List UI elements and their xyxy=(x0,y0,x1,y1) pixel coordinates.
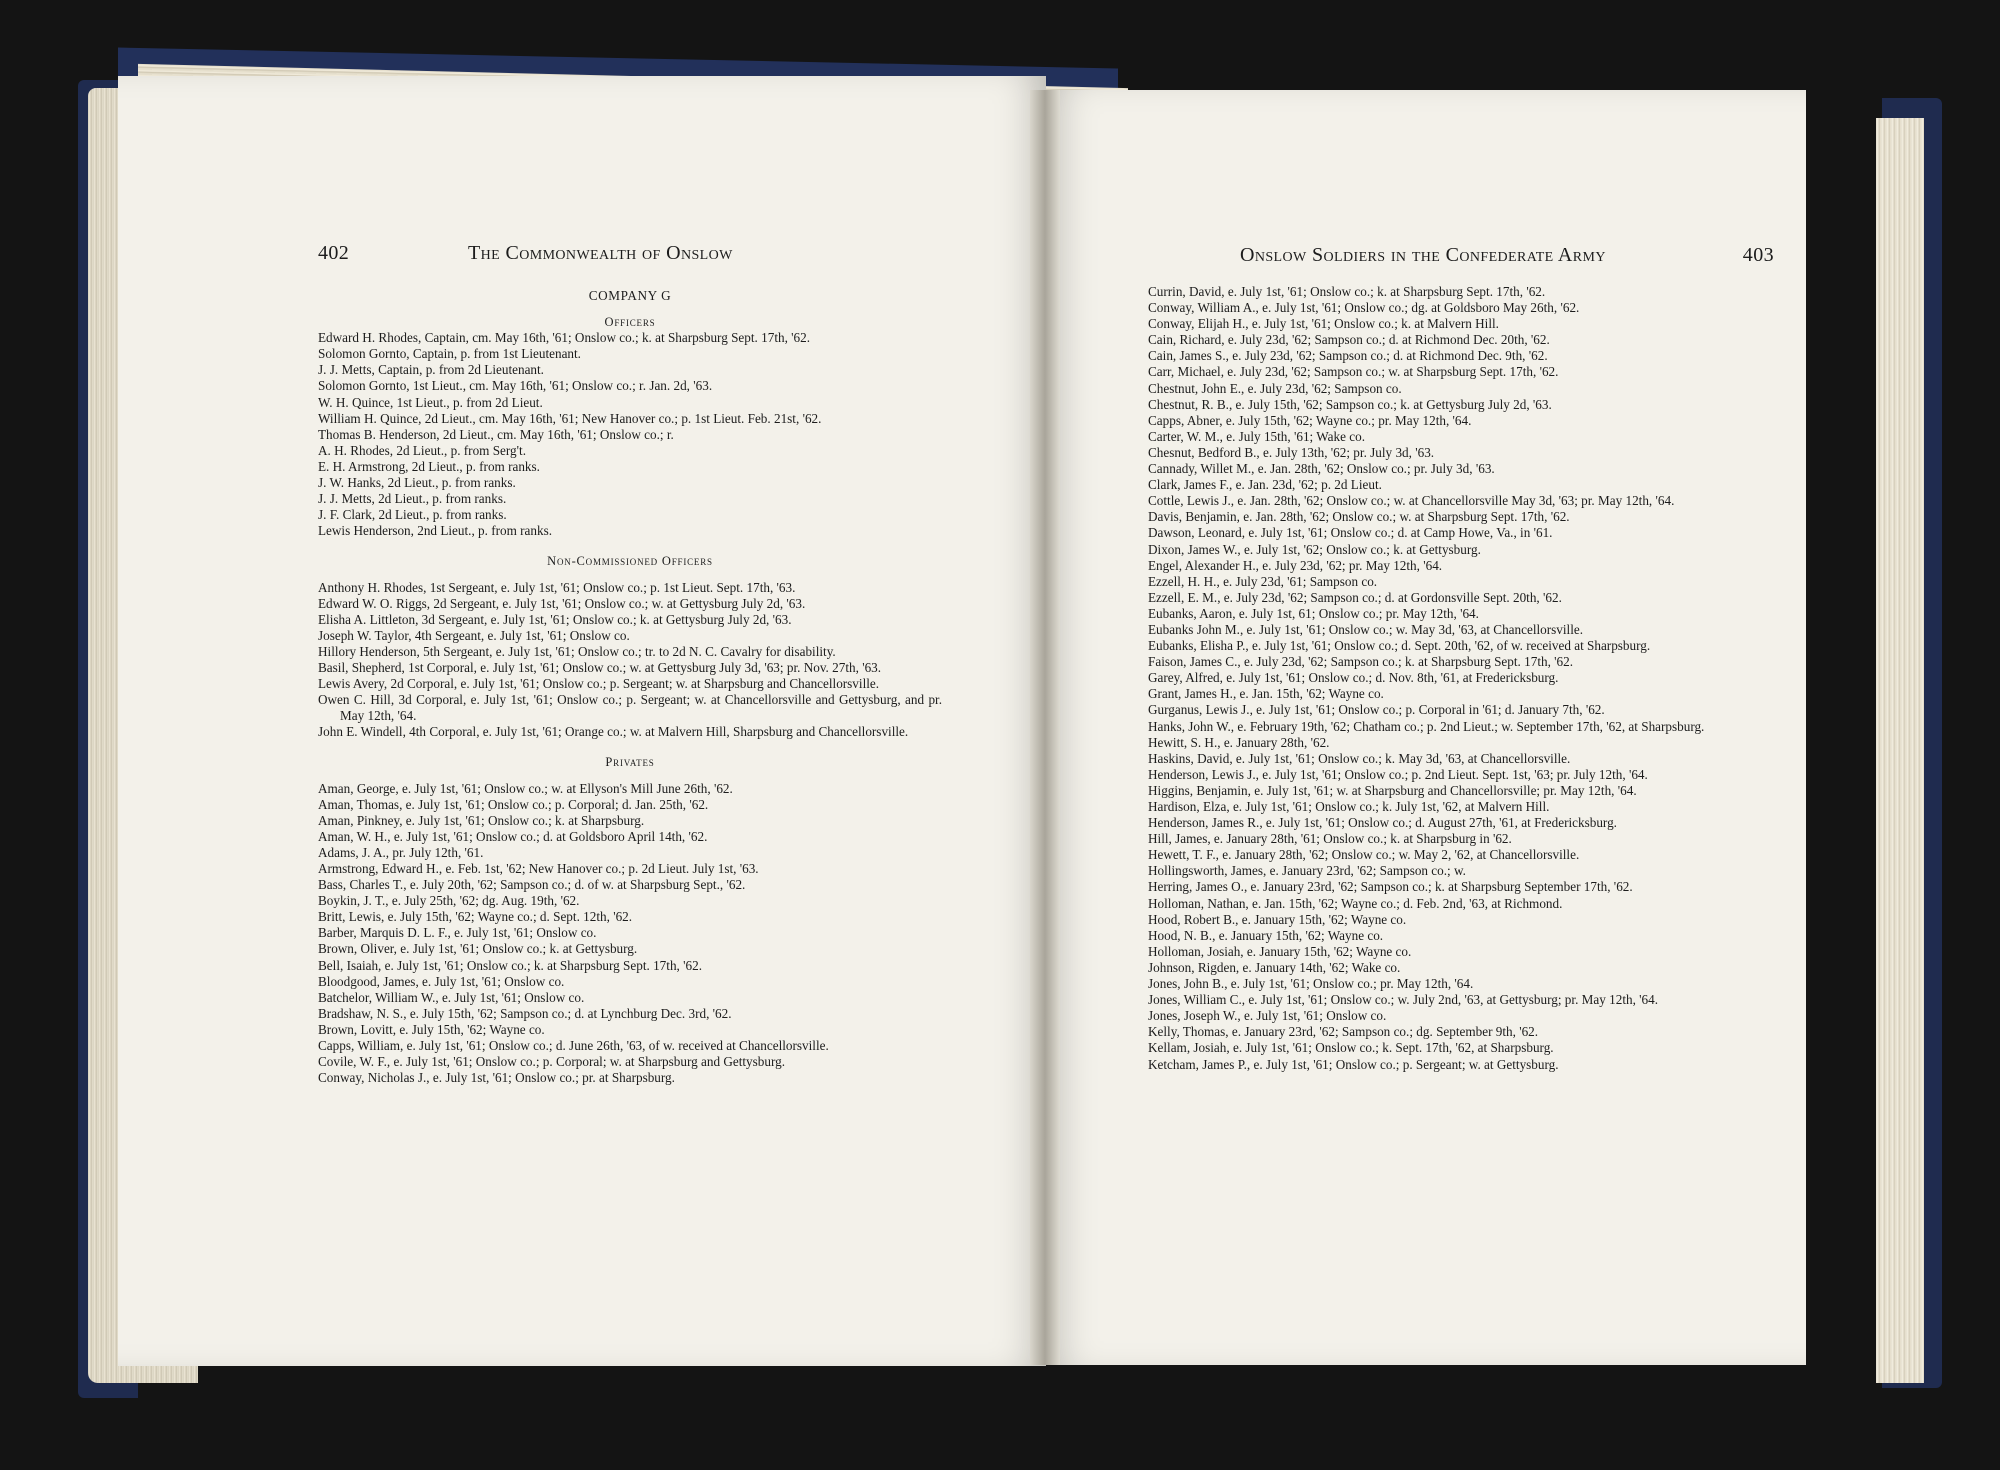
roster-entry: Bloodgood, James, e. July 1st, '61; Onslow co. xyxy=(318,973,565,989)
roster-entry: Jones, John B., e. July 1st, '61; Onslow co.; pr. May 12th, '64. xyxy=(1148,976,1474,992)
book-gutter xyxy=(1030,90,1060,1365)
roster-entry: Kelly, Thomas, e. January 23rd, '62; Sampson co.; dg. September 9th, '62. xyxy=(1148,1024,1539,1040)
roster-entry: Chestnut, John E., e. July 23d, '62; Sampson co. xyxy=(1148,380,1402,396)
roster-entry: Hood, N. B., e. January 15th, '62; Wayne co. xyxy=(1148,927,1384,943)
roster-entry: Eubanks, Elisha P., e. July 1st, '61; Onslow co.; d. Sept. 20th, '62, of w. received at Sharpsburg. xyxy=(1148,638,1651,654)
roster-entry: A. H. Rhodes, 2d Lieut., p. from Serg't. xyxy=(318,442,526,458)
nco-heading: Non-Commissioned Officers xyxy=(547,554,713,569)
roster-entry: Solomon Gornto, 1st Lieut., cm. May 16th, '61; Onslow co.; r. Jan. 2d, '63. xyxy=(318,378,713,394)
roster-entry: Batchelor, William W., e. July 1st, '61; Onslow co. xyxy=(318,989,585,1005)
roster-entry: J. W. Hanks, 2d Lieut., p. from ranks. xyxy=(318,475,516,491)
roster-entry: Ketcham, James P., e. July 1st, '61; Onslow co.; p. Sergeant; w. at Gettysburg. xyxy=(1148,1056,1559,1072)
left-page-number: 402 xyxy=(318,242,350,264)
roster-entry: Capps, William, e. July 1st, '61; Onslow co.; d. June 26th, '63, of w. received at Chancellorsville. xyxy=(318,1038,829,1054)
roster-entry: Hollingsworth, James, e. January 23rd, '62; Sampson co.; w. xyxy=(1148,863,1466,879)
roster-entry: Conway, Elijah H., e. July 1st, '61; Onslow co.; k. at Malvern Hill. xyxy=(1148,316,1499,332)
roster-entry: Anthony H. Rhodes, 1st Sergeant, e. July 1st, '61; Onslow co.; p. 1st Lieut. Sept. 17th, '63. xyxy=(318,579,796,595)
roster-entry: Basil, Shepherd, 1st Corporal, e. July 1st, '61; Onslow co.; w. at Gettysburg July 3d, '63; pr. Nov. 27th, '63. xyxy=(318,659,882,675)
roster-entry: Cottle, Lewis J., e. Jan. 28th, '62; Onslow co.; w. at Chancellorsville May 3d, '63; pr. May 12th, '64. xyxy=(1148,493,1675,509)
roster-entry: Garey, Alfred, e. July 1st, '61; Onslow co.; d. Nov. 8th, '61, at Fredericksburg. xyxy=(1148,670,1559,686)
roster-entry: Dawson, Leonard, e. July 1st, '61; Onslow co.; d. at Camp Howe, Va., in '61. xyxy=(1148,525,1553,541)
roster-entry: Eubanks John M., e. July 1st, '61; Onslow co.; w. May 3d, '63, at Chancellorsville. xyxy=(1148,621,1584,637)
roster-entry: Currin, David, e. July 1st, '61; Onslow co.; k. at Sharpsburg Sept. 17th, '62. xyxy=(1148,284,1546,299)
roster-entry: Dixon, James W., e. July 1st, '62; Onslow co.; k. at Gettysburg. xyxy=(1148,541,1481,557)
roster-entry: Johnson, Rigden, e. January 14th, '62; Wake co. xyxy=(1148,959,1401,975)
roster-entry: Carter, W. M., e. July 15th, '61; Wake co. xyxy=(1148,428,1366,444)
roster-entry: Jones, William C., e. July 1st, '61; Onslow co.; w. July 2nd, '63, at Gettysburg; pr. May 12th, '64. xyxy=(1148,992,1659,1008)
right-page-column xyxy=(1148,284,1772,1073)
roster-entry: J. J. Metts, Captain, p. from 2d Lieutenant. xyxy=(318,362,544,378)
roster-entry: Elisha A. Littleton, 3d Sergeant, e. July 1st, '61; Onslow co.; k. at Gettysburg July 2d, '63. xyxy=(318,611,792,627)
roster-entry: Clark, James F., e. Jan. 23d, '62; p. 2d Lieut. xyxy=(1148,477,1382,493)
roster-entry: Hewitt, S. H., e. January 28th, '62. xyxy=(1148,734,1330,750)
roster-entry: Cannady, Willet M., e. Jan. 28th, '62; Onslow co.; pr. July 3d, '63. xyxy=(1148,461,1495,477)
roster-entry: Bell, Isaiah, e. July 1st, '61; Onslow co.; k. at Sharpsburg Sept. 17th, '62. xyxy=(318,957,702,973)
roster-entry: Carr, Michael, e. July 23d, '62; Sampson co.; w. at Sharpsburg Sept. 17th, '62. xyxy=(1148,364,1559,380)
roster-entry: Aman, Thomas, e. July 1st, '61; Onslow co.; p. Corporal; d. Jan. 25th, '62. xyxy=(318,796,709,812)
roster-entry: Armstrong, Edward H., e. Feb. 1st, '62; New Hanover co.; p. 2d Lieut. July 1st, '63. xyxy=(318,861,759,876)
page-edges-right xyxy=(1876,118,1924,1383)
roster-entry: J. F. Clark, 2d Lieut., p. from ranks. xyxy=(318,507,507,523)
roster-entry: Solomon Gornto, Captain, p. from 1st Lieutenant. xyxy=(318,346,581,362)
privates-heading: Privates xyxy=(605,755,655,770)
roster-entry: Conway, Nicholas J., e. July 1st, '61; Onslow co.; pr. at Sharpsburg. xyxy=(318,1070,675,1086)
roster-entry: Herring, James O., e. January 23rd, '62; Sampson co.; k. at Sharpsburg September 17th, '62. xyxy=(1148,879,1633,895)
roster-entry: Boykin, J. T., e. July 25th, '62; dg. Aug. 19th, '62. xyxy=(318,893,580,909)
roster-entry: Owen C. Hill, 3d Corporal, e. July 1st, '61; Onslow co.; p. Sergeant; w. at Chancellorsville and Gettysburg, and pr. May 12th, '64. xyxy=(318,692,942,724)
roster-entry: Cain, Richard, e. July 23d, '62; Sampson co.; d. at Richmond Dec. 20th, '62. xyxy=(1148,332,1550,348)
roster-entry: Thomas B. Henderson, 2d Lieut., cm. May 16th, '61; Onslow co.; r. xyxy=(318,426,674,442)
nco-list xyxy=(318,580,942,741)
roster-entry: Aman, Pinkney, e. July 1st, '61; Onslow co.; k. at Sharpsburg. xyxy=(318,812,645,828)
roster-entry: Faison, James C., e. July 23d, '62; Sampson co.; k. at Sharpsburg Sept. 17th, '62. xyxy=(1148,654,1574,670)
roster-entry: Jones, Joseph W., e. July 1st, '61; Onslow co. xyxy=(1148,1008,1387,1024)
roster-entry: Hillory Henderson, 5th Sergeant, e. July 1st, '61; Onslow co.; tr. to 2d N. C. Cavalry for disability. xyxy=(318,643,836,659)
roster-entry: Lewis Avery, 2d Corporal, e. July 1st, '61; Onslow co.; p. Sergeant; w. at Sharpsburg and Chancellorsville. xyxy=(318,676,880,692)
roster-entry: Haskins, David, e. July 1st, '61; Onslow co.; k. May 3d, '63, at Chancellorsville. xyxy=(1148,750,1571,766)
roster-entry: W. H. Quince, 1st Lieut., p. from 2d Lieut. xyxy=(318,394,543,410)
roster-entry: Aman, George, e. July 1st, '61; Onslow co.; w. at Ellyson's Mill June 26th, '62. xyxy=(318,780,733,796)
right-page-title: Onslow Soldiers in the Confederate Army xyxy=(1240,244,1606,266)
roster-entry: Hewett, T. F., e. January 28th, '62; Onslow co.; w. May 2, '62, at Chancellorsville. xyxy=(1148,847,1580,863)
roster-entry: Hanks, John W., e. February 19th, '62; Chatham co.; p. 2nd Lieut.; w. September 17th, '62, at Sharpsburg. xyxy=(1148,718,1705,734)
roster-entry: Brown, Lovitt, e. July 15th, '62; Wayne co. xyxy=(318,1021,545,1037)
roster-entry: Bass, Charles T., e. July 20th, '62; Sampson co.; d. of w. at Sharpsburg Sept., '62. xyxy=(318,877,746,893)
roster-entry: Hill, James, e. January 28th, '61; Onslow co.; k. at Sharpsburg in '62. xyxy=(1148,831,1512,847)
roster-entry: E. H. Armstrong, 2d Lieut., p. from ranks. xyxy=(318,458,540,474)
roster-entry: Chesnut, Bedford B., e. July 13th, '62; pr. July 3d, '63. xyxy=(1148,444,1435,460)
roster-entry: Capps, Abner, e. July 15th, '62; Wayne co.; pr. May 12th, '64. xyxy=(1148,412,1472,428)
officers-list xyxy=(318,330,942,539)
roster-entry: Holloman, Nathan, e. Jan. 15th, '62; Wayne co.; d. Feb. 2nd, '63, at Richmond. xyxy=(1148,895,1563,911)
roster-entry: Edward H. Rhodes, Captain, cm. May 16th, '61; Onslow co.; k. at Sharpsburg Sept. 17th, '62. xyxy=(318,330,811,346)
roster-entry: Lewis Henderson, 2nd Lieut., p. from ranks. xyxy=(318,523,553,539)
roster-entry: Grant, James H., e. Jan. 15th, '62; Wayne co. xyxy=(1148,686,1384,702)
roster-entry: Bradshaw, N. S., e. July 15th, '62; Sampson co.; d. at Lynchburg Dec. 3rd, '62. xyxy=(318,1005,732,1021)
roster-entry: Henderson, James R., e. July 1st, '61; Onslow co.; d. August 27th, '61, at Fredericksburg. xyxy=(1148,815,1617,831)
roster-entry: Davis, Benjamin, e. Jan. 28th, '62; Onslow co.; w. at Sharpsburg Sept. 17th, '62. xyxy=(1148,509,1570,525)
roster-entry: William H. Quince, 2d Lieut., cm. May 16th, '61; New Hanover co.; p. 1st Lieut. Feb. 21st, '62. xyxy=(318,410,822,426)
roster-entry: Higgins, Benjamin, e. July 1st, '61; w. at Sharpsburg and Chancellorsville; pr. May 12th, '64. xyxy=(1148,782,1637,798)
roster-entry: Engel, Alexander H., e. July 23d, '62; pr. May 12th, '64. xyxy=(1148,557,1443,573)
roster-entry: John E. Windell, 4th Corporal, e. July 1st, '61; Orange co.; w. at Malvern Hill, Sharpsburg and Chancellorsville. xyxy=(318,724,909,740)
roster-entry: Covile, W. F., e. July 1st, '61; Onslow co.; p. Corporal; w. at Sharpsburg and Gettysburg. xyxy=(318,1054,786,1070)
roster-entry: Eubanks, Aaron, e. July 1st, 61; Onslow co.; pr. May 12th, '64. xyxy=(1148,605,1479,621)
privates-list xyxy=(318,781,942,1087)
roster-entry: Britt, Lewis, e. July 15th, '62; Wayne co.; d. Sept. 12th, '62. xyxy=(318,909,633,925)
company-heading: COMPANY G xyxy=(588,288,672,303)
roster-entry: Barber, Marquis D. L. F., e. July 1st, '61; Onslow co. xyxy=(318,925,597,941)
roster-entry: Cain, James S., e. July 23d, '62; Sampson co.; d. at Richmond Dec. 9th, '62. xyxy=(1148,348,1548,364)
roster-entry: Henderson, Lewis J., e. July 1st, '61; Onslow co.; p. 2nd Lieut. Sept. 1st, '63; pr. July 12th, '64. xyxy=(1148,766,1648,782)
officers-heading: Officers xyxy=(604,315,656,330)
roster-entry: Edward W. O. Riggs, 2d Sergeant, e. July 1st, '61; Onslow co.; w. at Gettysburg July 2d, '63. xyxy=(318,595,806,611)
roster-entry: Brown, Oliver, e. July 1st, '61; Onslow co.; k. at Gettysburg. xyxy=(318,941,638,957)
roster-entry: Gurganus, Lewis J., e. July 1st, '61; Onslow co.; p. Corporal in '61; d. January 7th, '62. xyxy=(1148,702,1605,718)
roster-entry: Ezzell, H. H., e. July 23d, '61; Sampson co. xyxy=(1148,573,1378,589)
roster-list xyxy=(1148,284,1772,1073)
roster-entry: Aman, W. H., e. July 1st, '61; Onslow co.; d. at Goldsboro April 14th, '62. xyxy=(318,828,708,844)
right-page-number: 403 xyxy=(1742,244,1774,266)
roster-entry: Kellam, Josiah, e. July 1st, '61; Onslow co.; k. Sept. 17th, '62, at Sharpsburg. xyxy=(1148,1040,1554,1056)
left-page-column xyxy=(318,288,942,1086)
roster-entry: Hardison, Elza, e. July 1st, '61; Onslow co.; k. July 1st, '62, at Malvern Hill. xyxy=(1148,799,1550,814)
roster-entry: Joseph W. Taylor, 4th Sergeant, e. July 1st, '61; Onslow co. xyxy=(318,627,630,643)
roster-entry: Holloman, Josiah, e. January 15th, '62; Wayne co. xyxy=(1148,943,1412,959)
left-page-title: The Commonwealth of Onslow xyxy=(468,242,733,264)
roster-entry: Hood, Robert B., e. January 15th, '62; Wayne co. xyxy=(1148,911,1407,927)
roster-entry: Chestnut, R. B., e. July 15th, '62; Sampson co.; k. at Gettysburg July 2d, '63. xyxy=(1148,396,1552,412)
roster-entry: Adams, J. A., pr. July 12th, '61. xyxy=(318,844,484,860)
roster-entry: J. J. Metts, 2d Lieut., p. from ranks. xyxy=(318,491,507,507)
roster-entry: Ezzell, E. M., e. July 23d, '62; Sampson co.; d. at Gordonsville Sept. 20th, '62. xyxy=(1148,589,1562,605)
roster-entry: Conway, William A., e. July 1st, '61; Onslow co.; dg. at Goldsboro May 26th, '62. xyxy=(1148,300,1580,316)
